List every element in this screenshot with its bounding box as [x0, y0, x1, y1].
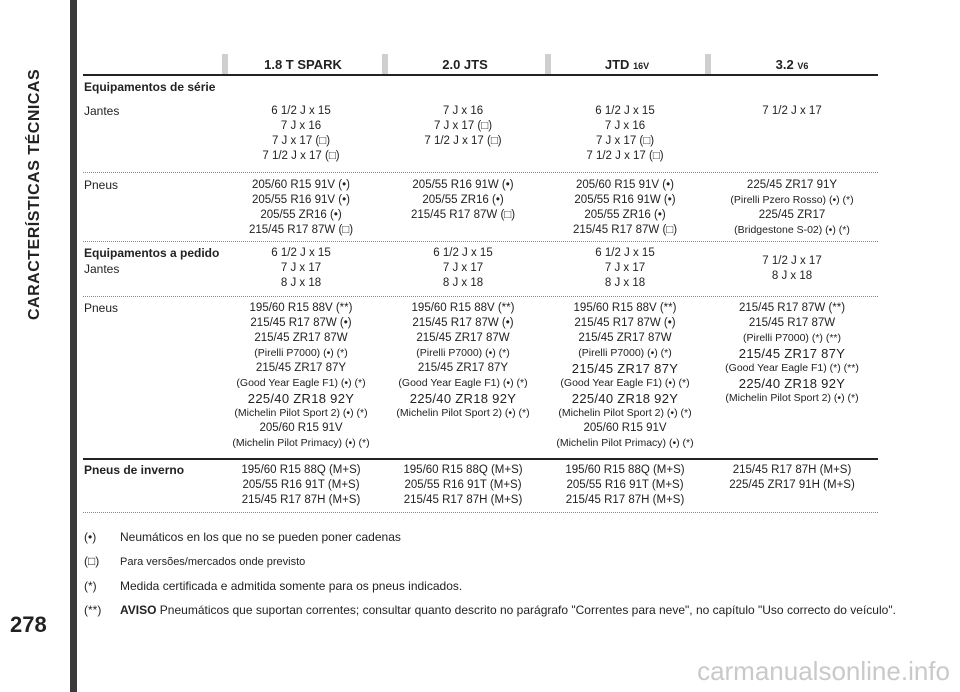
- cell-line: 6 1/2 J x 15: [433, 247, 493, 259]
- cell-line: 215/45 ZR17 87W: [254, 332, 348, 344]
- cell-line: 215/45 R17 87H (M+S): [565, 494, 685, 506]
- cell-line: 195/60 R15 88V (**): [249, 302, 353, 314]
- cell-line: 7 J x 17 (□): [595, 135, 655, 147]
- cell-line: 215/45 R17 87W (•): [412, 317, 514, 329]
- sidebar: [0, 0, 77, 692]
- pneus-serie-col-4: [707, 178, 877, 238]
- pneus-inverno-col-4: [707, 463, 877, 493]
- row-rule: [83, 458, 878, 460]
- header-separator: [705, 54, 711, 76]
- cell-line: 195/60 R15 88Q (M+S): [565, 464, 685, 476]
- cell-line: 225/40 ZR18 92Y: [738, 376, 846, 391]
- cell-line: (Pirelli P7000) (*) (**): [742, 332, 842, 344]
- cell-line: 215/45 R17 87H (M+S): [732, 464, 852, 476]
- label-pneus: Pneus: [84, 178, 119, 192]
- cell-line: 7 J x 17: [442, 262, 484, 274]
- cell-line: 7 J x 16: [442, 105, 484, 117]
- row-divider: [83, 172, 878, 173]
- jantes-serie-col-1: [222, 104, 380, 164]
- label-equipamentos-serie: Equipamentos de série: [84, 80, 216, 94]
- jantes-serie-col-4: [707, 104, 877, 119]
- cell-line: 215/45 R17 87W (□): [572, 224, 678, 236]
- pneus-inverno-col-2: [383, 463, 543, 508]
- cell-line: 7 J x 17 (□): [433, 120, 493, 132]
- cell-line: 215/45 ZR17 87W: [416, 332, 510, 344]
- jantes-pedido-col-4: [707, 254, 877, 284]
- cell-line: 215/45 ZR17 87W: [578, 332, 672, 344]
- note-3: (*) Medida certificada e admitida somente para os pneus indicados.: [84, 579, 463, 593]
- watermark: carmanualsonline.info: [697, 656, 950, 686]
- cell-line: 7 J x 17 (□): [271, 135, 331, 147]
- cell-line: (Pirelli Pzero Rosso) (•) (*): [730, 194, 854, 206]
- cell-line: 195/60 R15 88V (**): [411, 302, 515, 314]
- cell-line: 215/45 R17 87H (M+S): [403, 494, 523, 506]
- cell-line: (Michelin Pilot Sport 2) (•) (*): [234, 407, 368, 419]
- cell-line: (Good Year Eagle F1) (•) (*): [560, 377, 690, 389]
- cell-line: 8 J x 18: [771, 270, 813, 282]
- cell-line: 215/45 R17 87W (□): [248, 224, 354, 236]
- cell-line: 215/45 ZR17 87Y: [417, 362, 509, 374]
- note-1: (•) Neumáticos en los que no se pueden poner cadenas: [84, 530, 401, 544]
- cell-line: 225/45 ZR17 91H (M+S): [729, 479, 855, 491]
- cell-line: 215/45 R17 87H (M+S): [241, 494, 361, 506]
- row-divider: [83, 512, 878, 513]
- cell-line: (Michelin Pilot Sport 2) (•) (*): [558, 407, 692, 419]
- cell-line: 7 J x 16: [604, 120, 646, 132]
- sidebar-stripe: [70, 0, 77, 692]
- header-separator: [545, 54, 551, 76]
- cell-line: 215/45 R17 87W (□): [410, 209, 516, 221]
- cell-line: (Michelin Pilot Primacy) (•) (*): [232, 437, 370, 449]
- cell-line: 205/60 R15 91V: [583, 422, 667, 434]
- cell-line: 195/60 R15 88V (**): [573, 302, 677, 314]
- label-pneus-inverno: Pneus de inverno: [84, 463, 185, 477]
- cell-line: 215/45 R17 87W: [748, 317, 836, 329]
- cell-line: 225/45 ZR17: [758, 209, 826, 221]
- label-jantes-pedido: Jantes: [84, 262, 120, 276]
- label-equipamentos-pedido: Equipamentos a pedido: [84, 246, 220, 260]
- column-header-2: 2.0 JTS: [442, 57, 488, 72]
- cell-line: 195/60 R15 88Q (M+S): [403, 464, 523, 476]
- row-divider: [83, 241, 878, 242]
- cell-line: 7 J x 17: [604, 262, 646, 274]
- jantes-pedido-col-3: [545, 246, 705, 291]
- cell-line: (Michelin Pilot Sport 2) (•) (*): [725, 392, 859, 404]
- cell-line: 205/55 R16 91W (•): [574, 194, 676, 206]
- cell-line: 215/45 R17 87W (**): [738, 302, 846, 314]
- jantes-serie-col-3: [545, 104, 705, 164]
- pneus-inverno-col-3: [545, 463, 705, 508]
- cell-line: (Good Year Eagle F1) (•) (*): [398, 377, 528, 389]
- cell-line: 6 1/2 J x 15: [595, 247, 655, 259]
- column-header-3: JTD 16V: [604, 57, 650, 72]
- cell-line: 8 J x 18: [280, 277, 322, 289]
- section-title: CARACTERÍSTICAS TÉCNICAS: [26, 68, 43, 320]
- cell-line: 205/55 R16 91T (M+S): [242, 479, 360, 491]
- pneus-pedido-col-1: [222, 301, 380, 451]
- page-number: 278: [10, 612, 47, 637]
- cell-line: 205/55 R16 91T (M+S): [566, 479, 684, 491]
- header-separator: [382, 54, 388, 76]
- pneus-pedido-col-3: [545, 301, 705, 451]
- cell-line: 215/45 R17 87W (•): [574, 317, 676, 329]
- pneus-pedido-col-4: [707, 301, 877, 406]
- cell-line: 7 1/2 J x 17 (□): [424, 135, 502, 147]
- cell-line: 225/45 ZR17 91Y: [746, 179, 838, 191]
- cell-line: 215/45 ZR17 87Y: [738, 346, 846, 361]
- cell-line: 225/40 ZR18 92Y: [571, 391, 679, 406]
- cell-line: 205/60 R15 91V (•): [251, 179, 350, 191]
- cell-line: 8 J x 18: [442, 277, 484, 289]
- cell-line: 215/45 ZR17 87Y: [255, 362, 347, 374]
- cell-line: 205/60 R15 91V: [259, 422, 343, 434]
- cell-line: 6 1/2 J x 15: [595, 105, 655, 117]
- cell-line: 7 J x 17: [280, 262, 322, 274]
- jantes-pedido-col-2: [383, 246, 543, 291]
- cell-line: 8 J x 18: [604, 277, 646, 289]
- column-header-1: 1.8 T SPARK: [264, 57, 342, 72]
- cell-line: (Pirelli P7000) (•) (*): [416, 347, 510, 359]
- cell-line: 205/60 R15 91V (•): [575, 179, 674, 191]
- cell-line: 7 1/2 J x 17 (□): [262, 150, 340, 162]
- note-4: (**) AVISO Pneumáticos que suportan correntes; consultar quanto descrito no parágrafo "Correntes para neve", no capítulo "Uso correcto do veículo".: [84, 603, 896, 617]
- cell-line: 225/40 ZR18 92Y: [247, 391, 355, 406]
- cell-line: 7 1/2 J x 17: [762, 105, 822, 117]
- cell-line: 205/55 ZR16 (•): [422, 194, 504, 206]
- cell-line: 195/60 R15 88Q (M+S): [241, 464, 361, 476]
- pneus-serie-col-1: [222, 178, 380, 238]
- cell-line: 6 1/2 J x 15: [271, 247, 331, 259]
- cell-line: 7 J x 16: [280, 120, 322, 132]
- cell-line: 205/55 R16 91W (•): [412, 179, 514, 191]
- cell-line: 215/45 R17 87W (•): [250, 317, 352, 329]
- pneus-inverno-col-1: [222, 463, 380, 508]
- cell-line: 205/55 R16 91V (•): [251, 194, 350, 206]
- row-divider: [83, 296, 878, 297]
- column-header-4: 3.2 V6: [775, 57, 809, 72]
- cell-line: 205/55 ZR16 (•): [584, 209, 666, 221]
- pneus-serie-col-2: [383, 178, 543, 223]
- cell-line: 7 1/2 J x 17: [762, 255, 822, 267]
- label-pneus-pedido: Pneus: [84, 301, 119, 315]
- cell-line: (Michelin Pilot Primacy) (•) (*): [556, 437, 694, 449]
- cell-line: (Pirelli P7000) (•) (*): [254, 347, 348, 359]
- cell-line: 7 1/2 J x 17 (□): [586, 150, 664, 162]
- cell-line: (Good Year Eagle F1) (•) (*): [236, 377, 366, 389]
- cell-line: (Bridgestone S-02) (•) (*): [734, 224, 850, 236]
- cell-line: (Good Year Eagle F1) (*) (**): [725, 362, 859, 374]
- cell-line: 205/55 R16 91T (M+S): [404, 479, 522, 491]
- note-2: (□) Para versões/mercados onde previsto: [84, 554, 306, 568]
- pneus-serie-col-3: [545, 178, 705, 238]
- cell-line: (Michelin Pilot Sport 2) (•) (*): [396, 407, 530, 419]
- pneus-pedido-col-2: [383, 301, 543, 421]
- header-rule: [83, 74, 878, 76]
- jantes-serie-col-2: [383, 104, 543, 149]
- cell-line: 205/55 ZR16 (•): [260, 209, 342, 221]
- label-jantes: Jantes: [84, 104, 120, 118]
- cell-line: (Pirelli P7000) (•) (*): [578, 347, 672, 359]
- cell-line: 215/45 ZR17 87Y: [571, 361, 679, 376]
- cell-line: 6 1/2 J x 15: [271, 105, 331, 117]
- jantes-pedido-col-1: [222, 246, 380, 291]
- cell-line: 225/40 ZR18 92Y: [409, 391, 517, 406]
